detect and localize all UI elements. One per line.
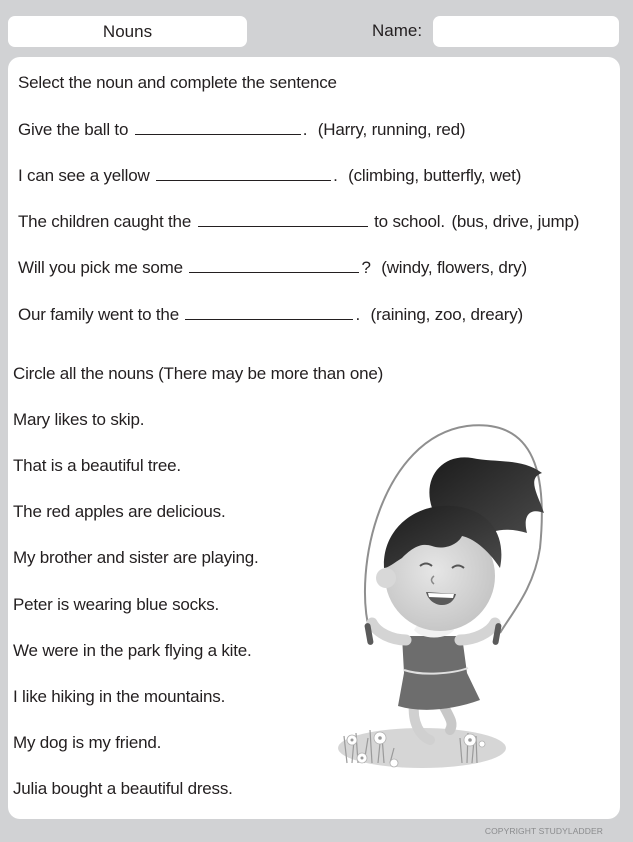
answer-blank[interactable] (189, 256, 359, 273)
sentence-start: The children caught the (18, 212, 192, 231)
sentence-end: to school. (374, 212, 445, 231)
noun-sentence[interactable]: Peter is wearing blue socks. (13, 595, 220, 614)
word-options: (windy, flowers, dry) (381, 258, 527, 277)
fill-blank-item (18, 210, 579, 233)
word-options: (bus, drive, jump) (451, 212, 580, 231)
word-options: (raining, zoo, dreary) (370, 305, 523, 324)
copyright-text: COPYRIGHT STUDYLADDER (484, 826, 603, 836)
noun-sentence[interactable]: Julia bought a beautiful dress. (13, 779, 233, 798)
section1-instruction: Select the noun and complete the sentence (18, 73, 337, 92)
word-options: (climbing, butterfly, wet) (348, 166, 522, 185)
sentence-end: ? (361, 258, 371, 277)
sentence-start: Will you pick me some (18, 258, 183, 277)
noun-sentence[interactable]: My brother and sister are playing. (13, 548, 259, 567)
girl-skipping-rope-illustration (322, 418, 547, 798)
answer-blank[interactable] (135, 118, 301, 135)
sentence-end: . (355, 305, 361, 324)
noun-sentence[interactable]: That is a beautiful tree. (13, 456, 181, 475)
sentence-end: . (302, 120, 308, 139)
sentence-start: Our family went to the (18, 305, 179, 324)
noun-sentence[interactable]: My dog is my friend. (13, 733, 162, 752)
fill-blank-item (18, 256, 527, 279)
noun-sentence[interactable]: We were in the park flying a kite. (13, 641, 252, 660)
sentence-start: Give the ball to (18, 120, 129, 139)
fill-blank-item (18, 118, 465, 141)
word-options: (Harry, running, red) (317, 120, 466, 139)
noun-sentence[interactable]: I like hiking in the mountains. (13, 687, 226, 706)
sentence-start: I can see a yellow (18, 166, 150, 185)
sentence-end: . (333, 166, 338, 185)
noun-sentence[interactable]: Mary likes to skip. (13, 410, 145, 429)
section2-instruction: Circle all the nouns (There may be more than one) (13, 364, 384, 383)
noun-sentence[interactable]: The red apples are delicious. (13, 502, 226, 521)
answer-blank[interactable] (198, 210, 368, 227)
fill-blank-item (18, 303, 523, 326)
name-field[interactable] (433, 16, 619, 47)
answer-blank[interactable] (185, 303, 353, 320)
worksheet-title (8, 16, 247, 47)
worksheet-title-text: Nouns (102, 21, 153, 41)
name-label: Name: (372, 21, 423, 40)
answer-blank[interactable] (156, 164, 331, 181)
fill-blank-item (18, 164, 521, 187)
